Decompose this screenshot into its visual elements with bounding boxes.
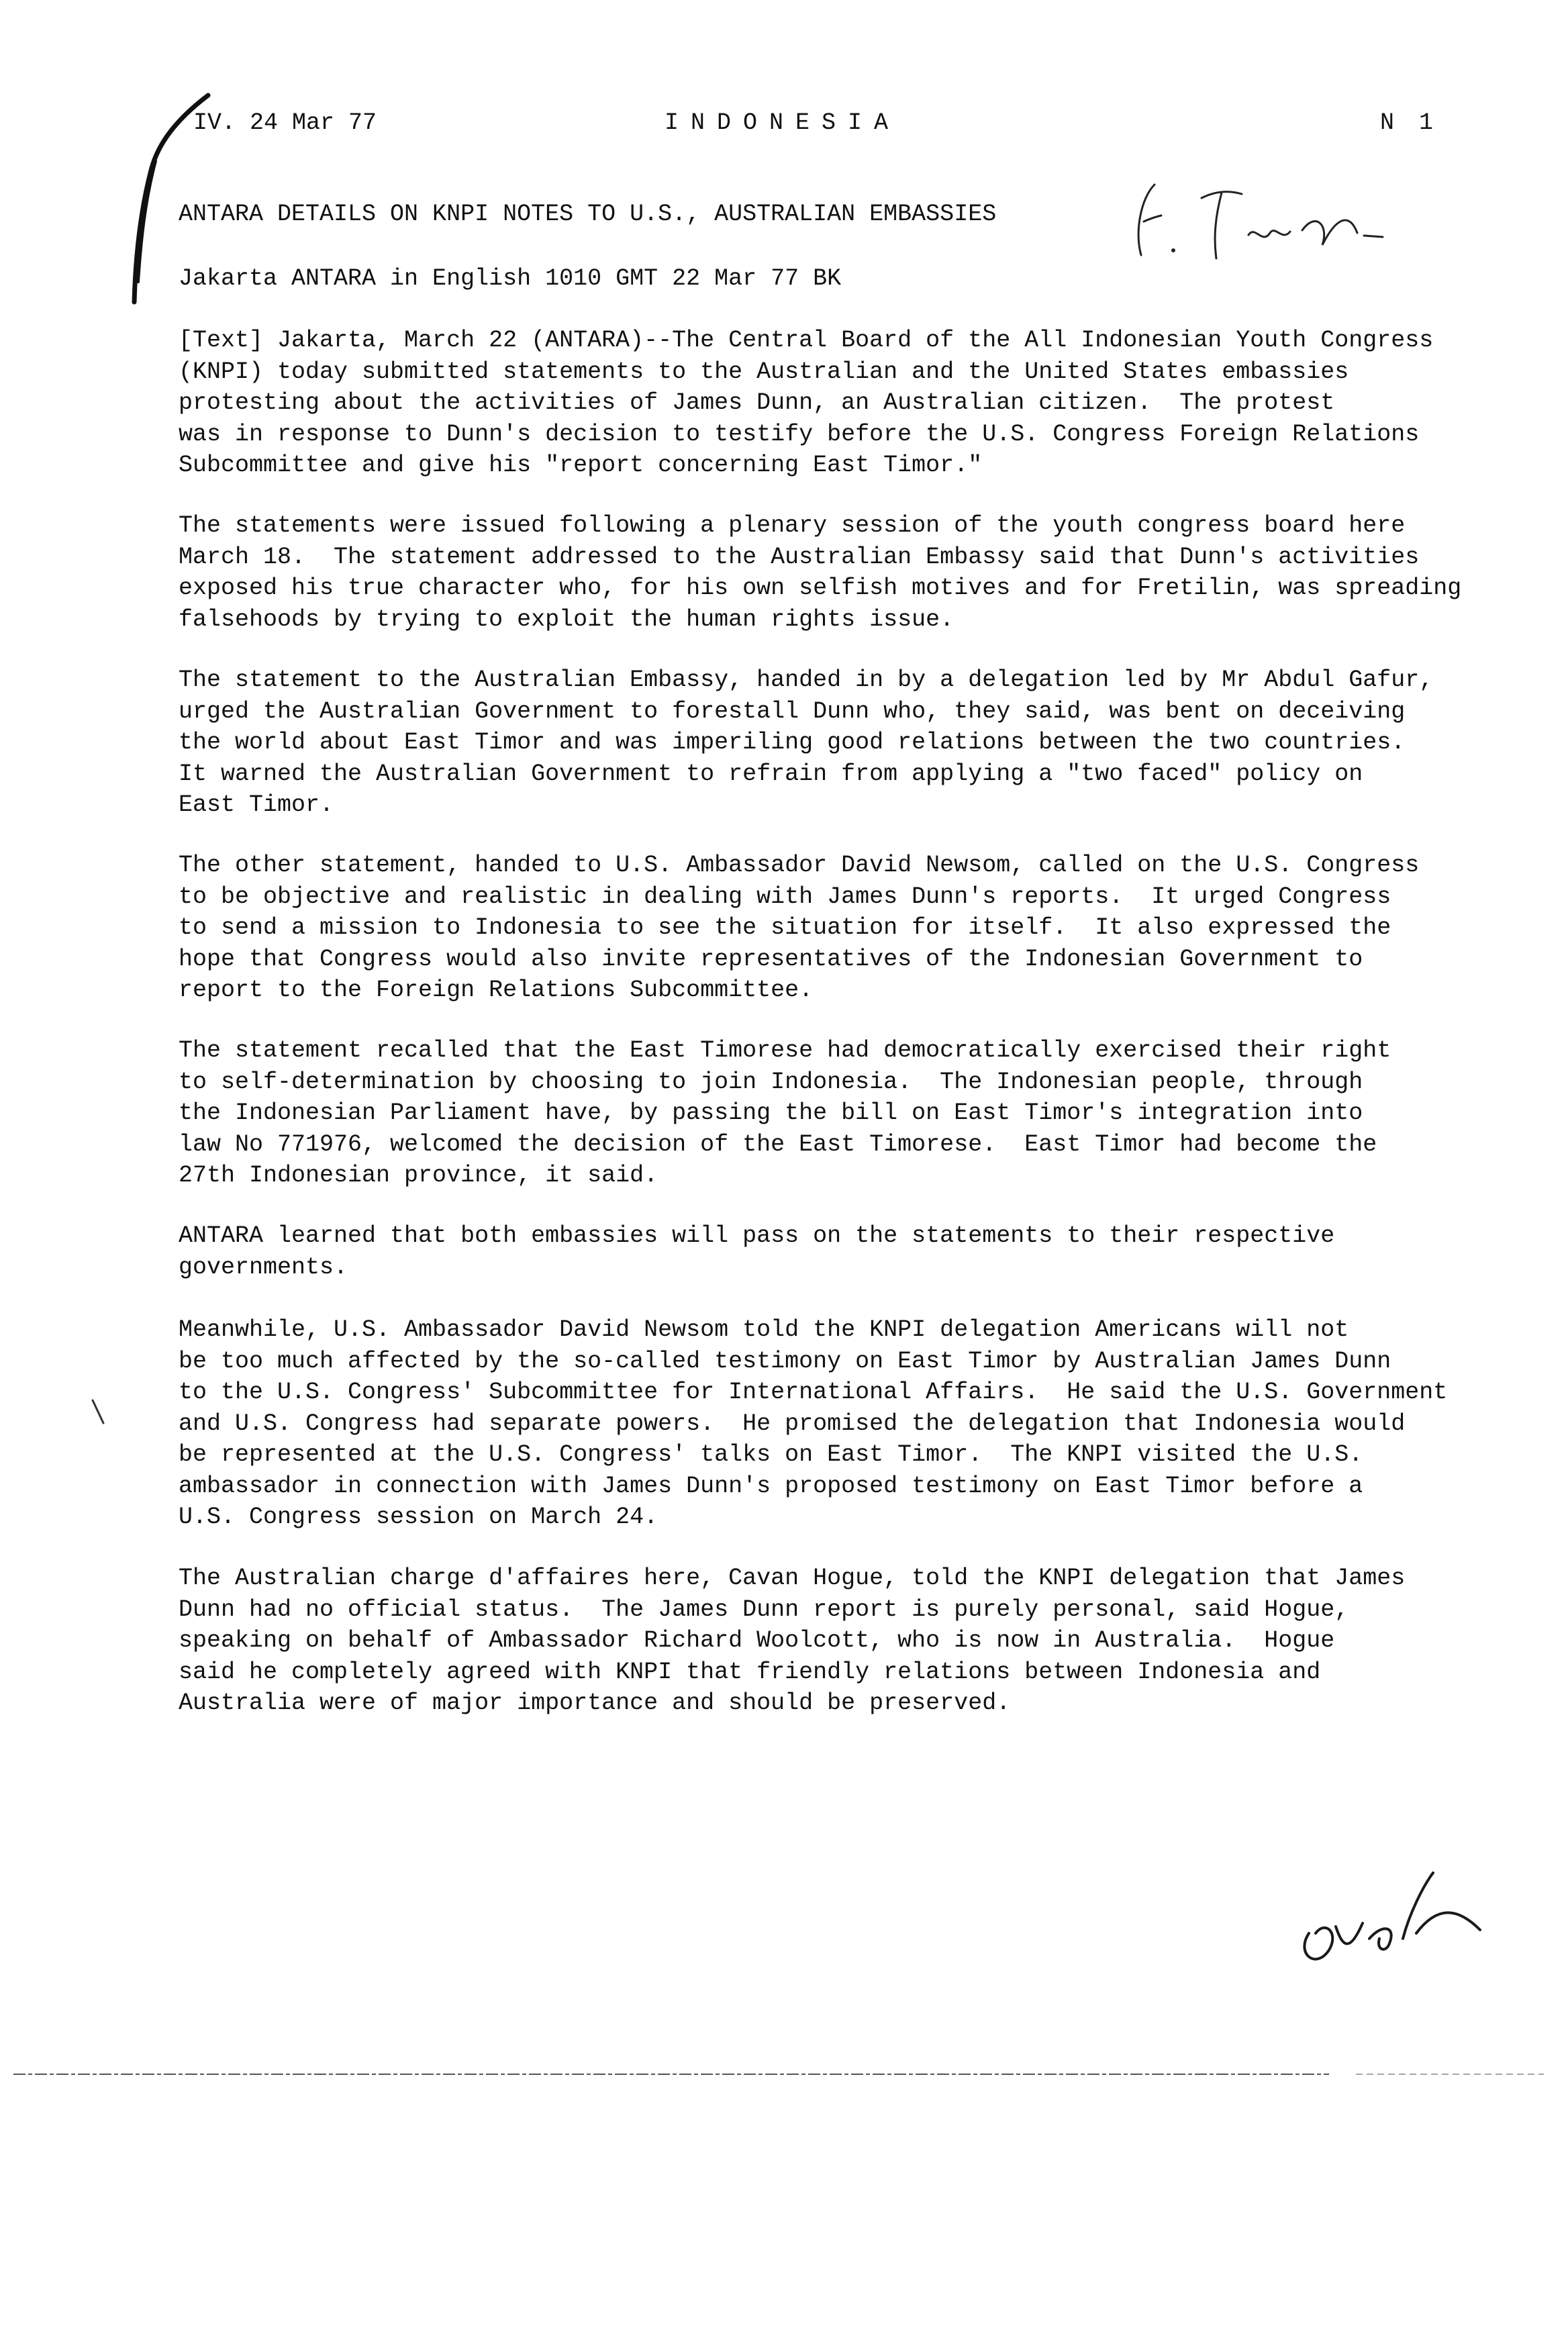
paragraph-3: The statement to the Australian Embassy, handed in by a delegation led by Mr Abdul Gafur, urged the Australian Government to forestall Dunn who, they said, was bent on deceiving the world about East Timor and was imperiling good relations between the two countries. It warned the Australian Government to refrain from applying a "two faced" policy on East Timor.: [179, 667, 1434, 818]
header-date: IV. 24 Mar 77: [193, 109, 377, 136]
paragraph-5: The statement recalled that the East Timorese had democratically exercised their right to self-determination by choosing to join Indonesia. The Indonesian people, through the Indonesian Parliament have, by passing the bill on East Timor's integration into law No 771976, welcomed the decision of the East Timorese. East Timor had become the 27th Indonesian province, it said.: [179, 1037, 1391, 1189]
header-country: INDONESIA: [665, 109, 901, 136]
paragraph-1: [Text] Jakarta, March 22 (ANTARA)--The Central Board of the All Indonesian Youth Congress (KNPI) today submitted statements to the Australian and the United States embassies protesting about the activities of James Dunn, an Australian citizen. The protest was in response to Dunn's decision to testify before the U.S. Congress Foreign Relations Subcommittee and give his "report concerning East Timor.": [179, 327, 1434, 479]
paragraph-7: Meanwhile, U.S. Ambassador David Newsom told the KNPI delegation Americans will not be too much affected by the so-called testimony on East Timor by Australian James Dunn to the U.S. Congress' Subcommittee for International Affairs. He said the U.S. Government and U.S. Congress had separate powers. He promised the delegation that Indonesia would be represented at the U.S. Congress' talks on East Timor. The KNPI visited the U.S. ambassador in connection with James Dunn's proposed testimony on East Timor before a U.S. Congress session on March 24.: [179, 1316, 1448, 1530]
stray-mark-left: [89, 1396, 109, 1430]
article-source: Jakarta ANTARA in English 1010 GMT 22 Mar 77 BK: [179, 265, 842, 292]
bottom-rule: [0, 2072, 1568, 2077]
handwritten-e-timor: [1114, 171, 1396, 279]
header-section: N 1: [1380, 109, 1439, 136]
article-title: ANTARA DETAILS ON KNPI NOTES TO U.S., AUSTRALIAN EMBASSIES: [179, 201, 997, 228]
paragraph-6: ANTARA learned that both embassies will pass on the statements to their respective governments.: [179, 1222, 1335, 1281]
handwritten-over: [1289, 1859, 1490, 1974]
paragraph-4: The other statement, handed to U.S. Ambassador David Newsom, called on the U.S. Congress to be objective and realistic in dealing with James Dunn's reports. It urged Congress to send a mission to Indonesia to see the situation for itself. It also expressed the hope that Congress would also invite representatives of the Indonesian Government to report to the Foreign Relations Subcommittee.: [179, 852, 1420, 1004]
paragraph-2: The statements were issued following a plenary session of the youth congress board here March 18. The statement addressed to the Australian Embassy said that Dunn's activities exposed his true character who, for his own selfish motives and for Fretilin, was spreading falsehoods by trying to exploit the human rights issue.: [179, 512, 1462, 633]
paragraph-8: The Australian charge d'affaires here, Cavan Hogue, told the KNPI delegation that James Dunn had no official status. The James Dunn report is purely personal, said Hogue, speaking on behalf of Ambassador Richard Woolcott, who is now in Australia. Hogue said he completely agreed with KNPI that friendly relations between Indonesia and Australia were of major importance and should be preserved.: [179, 1565, 1406, 1716]
